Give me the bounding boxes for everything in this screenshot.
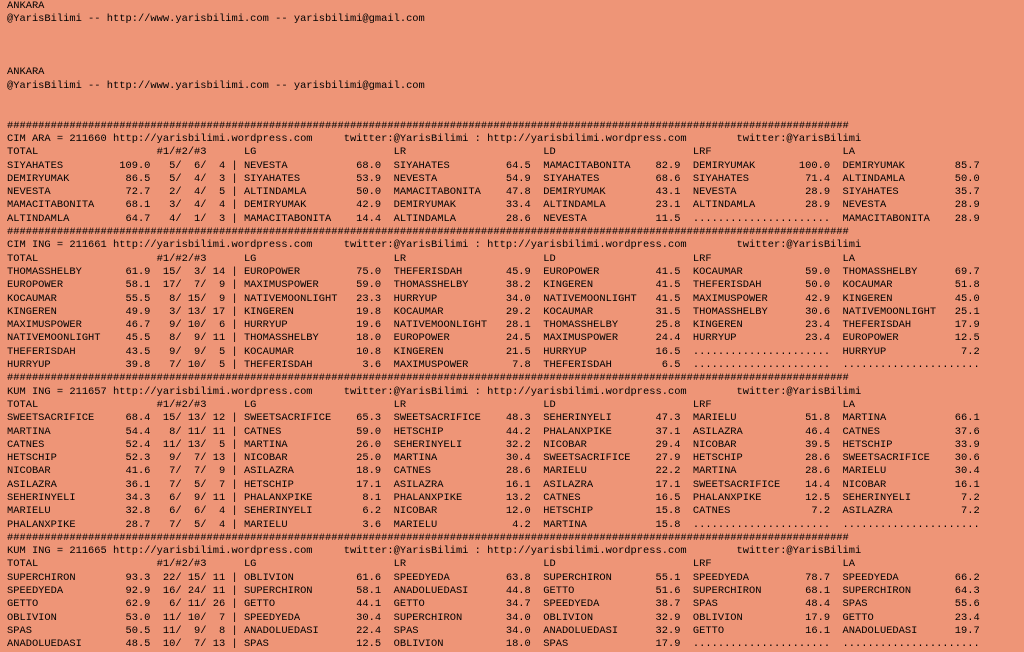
text-line: TOTAL #1/#2/#3 LG LR LD LRF LA <box>7 558 856 571</box>
text-line: OBLIVION 53.0 11/ 10/ 7 | SPEEDYEDA 30.4 SUPERCHIRON 34.0 OBLIVION 32.9 OBLIVION 17.9 GETTO 23.4 <box>7 611 980 624</box>
text-line: MARIELU 32.8 6/ 6/ 4 | SEHERINYELI 6.2 NICOBAR 12.0 HETSCHIP 15.8 CATNES 7.2 ASILAZRA 7.2 <box>7 505 980 518</box>
separator-line: ####################################################################################################################################### <box>7 531 849 544</box>
text-line: NATIVEMOONLIGHT 45.5 8/ 9/ 11 | THOMASSHELBY 18.0 EUROPOWER 24.5 MAXIMUSPOWER 24.4 HURRYUP 23.4 EUROPOWER 12.5 <box>7 332 980 345</box>
text-line: SUPERCHIRON 93.3 22/ 15/ 11 | OBLIVION 61.6 SPEEDYEDA 63.8 SUPERCHIRON 55.1 SPEEDYEDA 78.7 SPEEDYEDA 66.2 <box>7 571 980 584</box>
text-line: ANADOLUEDASI 48.5 10/ 7/ 13 | SPAS 12.5 OBLIVION 18.0 SPAS 17.9 ...................... ...................... <box>7 638 980 651</box>
text-line: KINGEREN 49.9 3/ 13/ 17 | KINGEREN 19.8 KOCAUMAR 29.2 KOCAUMAR 31.5 THOMASSHELBY 30.6 NATIVEMOONLIGHT 25.1 <box>7 305 980 318</box>
text-line: SPEEDYEDA 92.9 16/ 24/ 11 | SUPERCHIRON 58.1 ANADOLUEDASI 44.8 GETTO 51.6 SUPERCHIRON 68.1 SUPERCHIRON 64.3 <box>7 585 980 598</box>
text-line: PHALANXPIKE 28.7 7/ 5/ 4 | MARIELU 3.6 MARIELU 4.2 MARTINA 15.8 ...................... ...................... <box>7 518 980 531</box>
text-line: GETTO 62.9 6/ 11/ 26 | GETTO 44.1 GETTO 34.7 SPEEDYEDA 38.7 SPAS 48.4 SPAS 55.6 <box>7 598 980 611</box>
text-line: KOCAUMAR 55.5 8/ 15/ 9 | NATIVEMOONLIGHT 23.3 HURRYUP 34.0 NATIVEMOONLIGHT 41.5 MAXIMUSPOWER 42.9 KINGEREN 45.0 <box>7 292 980 305</box>
text-line: NICOBAR 41.6 7/ 7/ 9 | ASILAZRA 18.9 CATNES 28.6 MARIELU 22.2 MARTINA 28.6 MARIELU 30.4 <box>7 465 980 478</box>
text-line: ALTINDAMLA 64.7 4/ 1/ 3 | MAMACITABONITA 14.4 ALTINDAMLA 28.6 NEVESTA 11.5 ...................... MAMACITABONITA 28.9 <box>7 212 980 225</box>
text-line: CIM ARA = 211660 http://yarisbilimi.wordpress.com twitter:@YarisBilimi : http://yarisbilimi.wordpress.com twitter:@YarisBilimi <box>7 132 862 145</box>
separator-line: ####################################################################################################################################### <box>7 226 849 239</box>
text-line <box>7 106 1024 119</box>
text-line: MAXIMUSPOWER 46.7 9/ 10/ 6 | HURRYUP 19.6 NATIVEMOONLIGHT 28.1 THOMASSHELBY 25.8 KINGEREN 23.4 THEFERISDAH 17.9 <box>7 319 980 332</box>
text-line: SPAS 50.5 11/ 9/ 8 | ANADOLUEDASI 22.4 SPAS 34.0 ANADOLUEDASI 32.9 GETTO 16.1 ANADOLUEDASI 19.7 <box>7 624 980 637</box>
text-line: SEHERINYELI 34.3 6/ 9/ 11 | PHALANXPIKE 8.1 PHALANXPIKE 13.2 CATNES 16.5 PHALANXPIKE 12.5 SEHERINYELI 7.2 <box>7 491 980 504</box>
text-line: TOTAL #1/#2/#3 LG LR LD LRF LA <box>7 146 856 159</box>
text-line: NEVESTA 72.7 2/ 4/ 5 | ALTINDAMLA 50.0 MAMACITABONITA 47.8 DEMIRYUMAK 43.1 NEVESTA 28.9 SIYAHATES 35.7 <box>7 186 980 199</box>
separator-line: ####################################################################################################################################### <box>7 372 849 385</box>
text-line: ANKARA <box>7 66 45 79</box>
text-line: THEFERISDAH 43.5 9/ 9/ 5 | KOCAUMAR 10.8 KINGEREN 21.5 HURRYUP 16.5 ...................... HURRYUP 7.2 <box>7 345 980 358</box>
text-line: MAMACITABONITA 68.1 3/ 4/ 4 | DEMIRYUMAK 42.9 DEMIRYUMAK 33.4 ALTINDAMLA 23.1 ALTINDAMLA 28.9 NEVESTA 28.9 <box>7 199 980 212</box>
text-line: CIM ING = 211661 http://yarisbilimi.wordpress.com twitter:@YarisBilimi : http://yarisbilimi.wordpress.com twitter:@YarisBilimi <box>7 239 862 252</box>
text-line: SIYAHATES 109.0 5/ 6/ 4 | NEVESTA 68.0 SIYAHATES 64.5 MAMACITABONITA 82.9 DEMIRYUMAK 100.0 DEMIRYUMAK 85.7 <box>7 159 980 172</box>
text-line <box>7 53 1024 66</box>
text-line: DEMIRYUMAK 86.5 5/ 4/ 3 | SIYAHATES 53.9 NEVESTA 54.9 SIYAHATES 68.6 SIYAHATES 71.4 ALTINDAMLA 50.0 <box>7 172 980 185</box>
text-line: HURRYUP 39.8 7/ 10/ 5 | THEFERISDAH 3.6 MAXIMUSPOWER 7.8 THEFERISDAH 6.5 ...................... ...................... <box>7 359 980 372</box>
text-line: HETSCHIP 52.3 9/ 7/ 13 | NICOBAR 25.0 MARTINA 30.4 SWEETSACRIFICE 27.9 HETSCHIP 28.6 SWEETSACRIFICE 30.6 <box>7 452 980 465</box>
text-line: ASILAZRA 36.1 7/ 5/ 7 | HETSCHIP 17.1 ASILAZRA 16.1 ASILAZRA 17.1 SWEETSACRIFICE 14.4 NICOBAR 16.1 <box>7 478 980 491</box>
text-line: @YarisBilimi -- http://www.yarisbilimi.com -- yarisbilimi@gmail.com <box>7 13 425 26</box>
text-line <box>7 93 1024 106</box>
text-line: KUM ING = 211657 http://yarisbilimi.wordpress.com twitter:@YarisBilimi : http://yarisbilimi.wordpress.com twitter:@YarisBilimi <box>7 385 862 398</box>
text-line: CATNES 52.4 11/ 13/ 5 | MARTINA 26.0 SEHERINYELI 32.2 NICOBAR 29.4 NICOBAR 39.5 HETSCHIP 33.9 <box>7 438 980 451</box>
text-line: TOTAL #1/#2/#3 LG LR LD LRF LA <box>7 398 856 411</box>
text-line: KUM ING = 211665 http://yarisbilimi.wordpress.com twitter:@YarisBilimi : http://yarisbilimi.wordpress.com twitter:@YarisBilimi <box>7 545 862 558</box>
separator-line: ####################################################################################################################################### <box>7 119 849 132</box>
text-line: THOMASSHELBY 61.9 15/ 3/ 14 | EUROPOWER 75.0 THEFERISDAH 45.9 EUROPOWER 41.5 KOCAUMAR 59.0 THOMASSHELBY 69.7 <box>7 265 980 278</box>
text-line: TOTAL #1/#2/#3 LG LR LD LRF LA <box>7 252 856 265</box>
text-line: EUROPOWER 58.1 17/ 7/ 9 | MAXIMUSPOWER 59.0 THOMASSHELBY 38.2 KINGEREN 41.5 THEFERISDAH 50.0 KOCAUMAR 51.8 <box>7 279 980 292</box>
text-line: ANKARA <box>7 0 45 12</box>
text-line: MARTINA 54.4 8/ 11/ 11 | CATNES 59.0 HETSCHIP 44.2 PHALANXPIKE 37.1 ASILAZRA 46.4 CATNES 37.6 <box>7 425 980 438</box>
text-line: @YarisBilimi -- http://www.yarisbilimi.com -- yarisbilimi@gmail.com <box>7 79 425 92</box>
text-line <box>7 40 1024 53</box>
text-line: SWEETSACRIFICE 68.4 15/ 13/ 12 | SWEETSACRIFICE 65.3 SWEETSACRIFICE 48.3 SEHERINYELI 47.3 MARIELU 51.8 MARTINA 66.1 <box>7 412 980 425</box>
text-line <box>7 27 1024 40</box>
